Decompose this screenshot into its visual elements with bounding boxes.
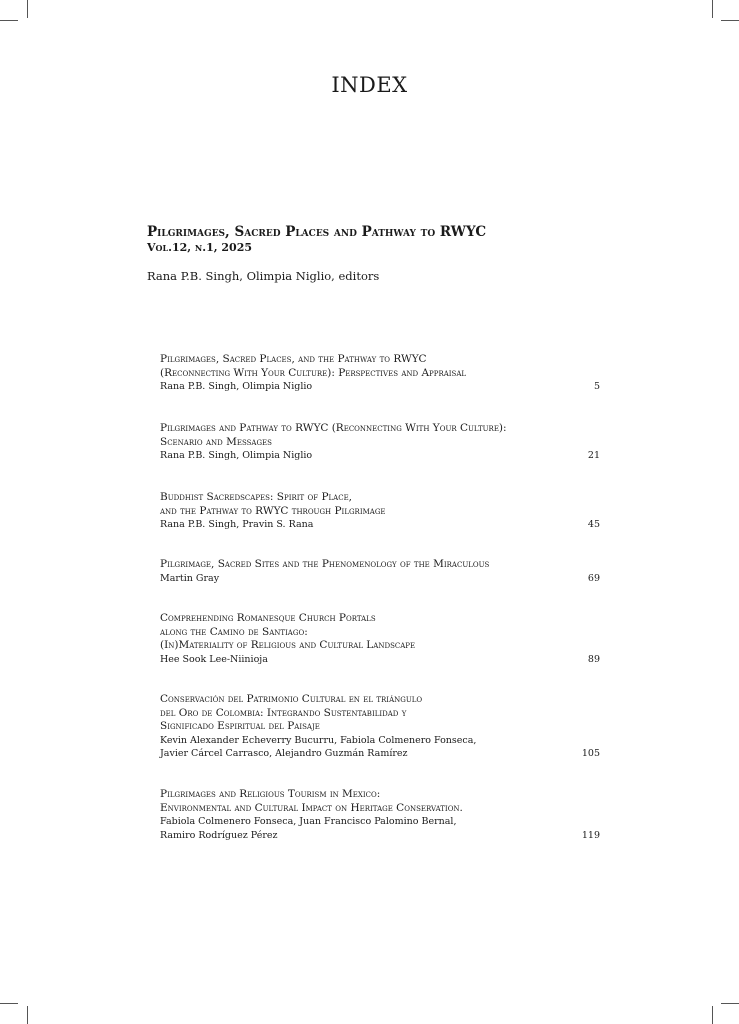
toc-title-line: Comprehending Romanesque Church Portals (160, 612, 376, 624)
toc-page-number: 119 (581, 829, 600, 841)
crop-mark (0, 20, 18, 21)
toc-page-number: 45 (587, 519, 600, 530)
toc-title-line: Pilgrimages, Sacred Places, and the Pathway to RWYC (160, 353, 427, 365)
toc-author-line: Fabiola Colmenero Fonseca, Juan Francisco Palomino Bernal, (160, 816, 457, 827)
toc-entry[interactable] (160, 788, 600, 842)
toc-entry[interactable] (160, 612, 600, 666)
crop-mark (712, 1006, 713, 1024)
crop-mark (0, 1003, 18, 1004)
toc-entry[interactable] (160, 693, 600, 761)
toc-title-line: Conservación del Patrimonio Cultural en el triángulo (160, 693, 423, 705)
toc-title-line: Pilgrimage, Sacred Sites and the Phenomenology of the Miraculous (160, 558, 490, 570)
toc-title-line: Buddhist Sacredscapes: Spirit of Place, (160, 491, 353, 503)
page-title: INDEX (331, 73, 408, 97)
toc-entry[interactable] (160, 491, 600, 532)
toc-author-line: Ramiro Rodríguez Pérez (160, 829, 278, 841)
toc-title-line: (In)Materiality of Religious and Cultural Landscape (160, 639, 416, 651)
toc-author-line: Martin Gray (160, 572, 220, 584)
toc-author-line: Javier Cárcel Carrasco, Alejandro Guzmán Ramírez (160, 748, 408, 759)
toc-entry[interactable] (160, 353, 600, 394)
toc-title-line: and the Pathway to RWYC through Pilgrimage (160, 504, 386, 517)
toc-entry[interactable] (160, 558, 600, 585)
toc-title-line: Pilgrimages and Religious Tourism in Mexico: (160, 788, 381, 800)
toc-author-line: Kevin Alexander Echeverry Bucurru, Fabiola Colmenero Fonseca, (160, 734, 477, 746)
crop-mark (721, 20, 739, 21)
crop-mark (27, 0, 28, 18)
toc-title-line: del Oro de Colombia: Integrando Sustentabilidad y (160, 706, 407, 719)
issue-title: Pilgrimages, Sacred Places and Pathway to RWYC (147, 224, 487, 240)
crop-mark (721, 1003, 739, 1004)
toc-title-line: (Reconnecting With Your Culture): Perspectives and Appraisal (160, 366, 467, 379)
toc-title-line: Significado Espiritual del Paisaje (160, 720, 320, 732)
toc-page-number: 5 (593, 381, 600, 392)
toc-page-number: 105 (581, 748, 600, 759)
toc-title-line: Pilgrimages and Pathway to RWYC (Reconnecting With Your Culture): (160, 422, 507, 434)
toc-title-line: Scenario and Messages (160, 435, 272, 448)
toc-author-line: Hee Sook Lee-Niinioja (160, 653, 268, 665)
toc-page-number: 21 (587, 450, 600, 461)
toc-author-line: Rana P.B. Singh, Pravin S. Rana (160, 519, 314, 530)
toc-title-line: Environmental and Cultural Impact on Heritage Conservation. (160, 801, 463, 814)
toc-author-line: Rana P.B. Singh, Olimpia Niglio (160, 450, 313, 461)
issue-header (147, 224, 617, 284)
issue-volume: Vol.12, n.1, 2025 (147, 241, 252, 254)
toc-entry[interactable] (160, 422, 600, 463)
toc-title-line: along the Camino de Santiago: (160, 625, 308, 638)
issue-editors: Rana P.B. Singh, Olimpia Niglio, editors (147, 269, 380, 283)
toc-page-number: 89 (587, 653, 600, 665)
crop-mark (27, 1006, 28, 1024)
toc-author-line: Rana P.B. Singh, Olimpia Niglio (160, 381, 313, 392)
crop-mark (712, 0, 713, 18)
toc-page-number: 69 (587, 572, 600, 584)
